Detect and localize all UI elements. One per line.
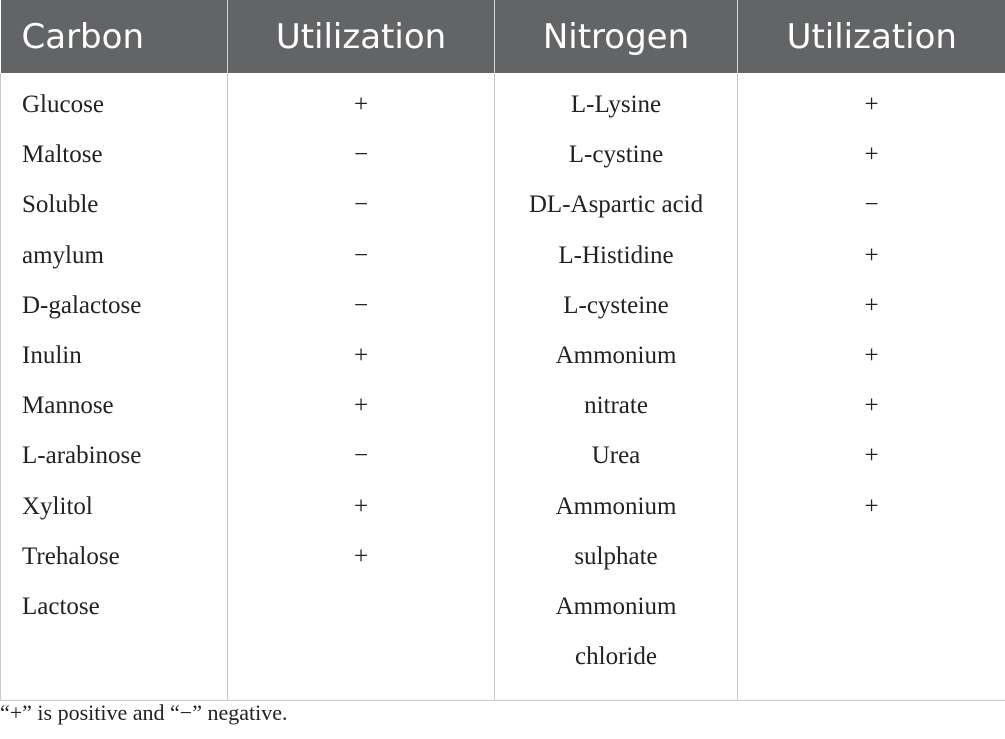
nitrogen-utilization-value: + [864, 91, 879, 118]
carbon-utilization-value: + [353, 542, 369, 570]
nitrogen-utilization-value: + [864, 341, 879, 369]
carbon-source: Trehalose [22, 542, 120, 570]
carbon-source: Inulin [22, 341, 82, 369]
carbon-source: Lactose [22, 592, 100, 620]
carbon-utilization-value: − [353, 291, 369, 319]
header-nitrogen: Nitrogen [495, 0, 738, 73]
nitrogen-source: DL-Aspartic acid [528, 191, 704, 219]
header-carbon-utilization: Utilization [228, 0, 495, 73]
header-row [1, 0, 1005, 73]
nitrogen-utilization-value: + [864, 241, 879, 269]
nitrogen-utilization-value: + [864, 442, 879, 470]
nitrogen-source: L-Lysine [570, 91, 662, 118]
nitrogen-source: L-cystine [568, 141, 664, 169]
nitrogen-utilization-value: + [864, 141, 879, 169]
table-row [1, 73, 1005, 701]
carbon-source: Xylitol [22, 492, 93, 520]
carbon-utilization-value: − [353, 241, 369, 269]
nitrogen-source: Urea [591, 442, 641, 470]
nitrogen-source: sulphate [574, 542, 658, 570]
carbon-source: amylum [22, 241, 104, 269]
nitrogen-source: chloride [575, 643, 657, 671]
carbon-utilization-value: + [353, 341, 369, 369]
carbon-source: Soluble [22, 191, 99, 219]
carbon-utilization-value: − [353, 191, 369, 219]
nitrogen-source: L-cysteine [563, 291, 669, 319]
header-nitrogen-utilization: Utilization [738, 0, 1005, 73]
table-body [1, 73, 1005, 701]
carbon-source: Glucose [22, 91, 104, 118]
carbon-utilization-value: − [353, 141, 369, 169]
carbon-source: D-galactose [22, 291, 142, 319]
nitrogen-source: nitrate [584, 392, 648, 420]
nitrogen-utilization-value: + [864, 492, 879, 520]
carbon-utilization-value: + [353, 392, 369, 420]
carbon-column [1, 73, 228, 701]
carbon-source: L-arabinose [22, 442, 142, 470]
nitrogen-utilization-value: + [864, 291, 879, 319]
nitrogen-column [495, 73, 738, 701]
carbon-utilization-column [228, 73, 495, 701]
carbon-utilization-value: + [353, 492, 369, 520]
nitrogen-source: L-Histidine [558, 241, 674, 269]
nitrogen-source: Ammonium [555, 592, 677, 620]
carbon-utilization-value: − [353, 442, 369, 470]
header-carbon: Carbon [1, 0, 228, 73]
nitrogen-utilization-value: + [864, 392, 879, 420]
table-footnote: “+” is positive and “−” negative. [0, 700, 288, 725]
nitrogen-source: Ammonium [555, 341, 677, 369]
carbon-utilization-value: + [353, 91, 369, 118]
carbon-source: Maltose [22, 141, 103, 169]
table-header [1, 0, 1005, 73]
carbon-source: Mannose [22, 392, 114, 420]
nitrogen-utilization-column [738, 73, 1005, 701]
nitrogen-source: Ammonium [555, 492, 677, 520]
nitrogen-utilization-value: − [864, 191, 879, 219]
